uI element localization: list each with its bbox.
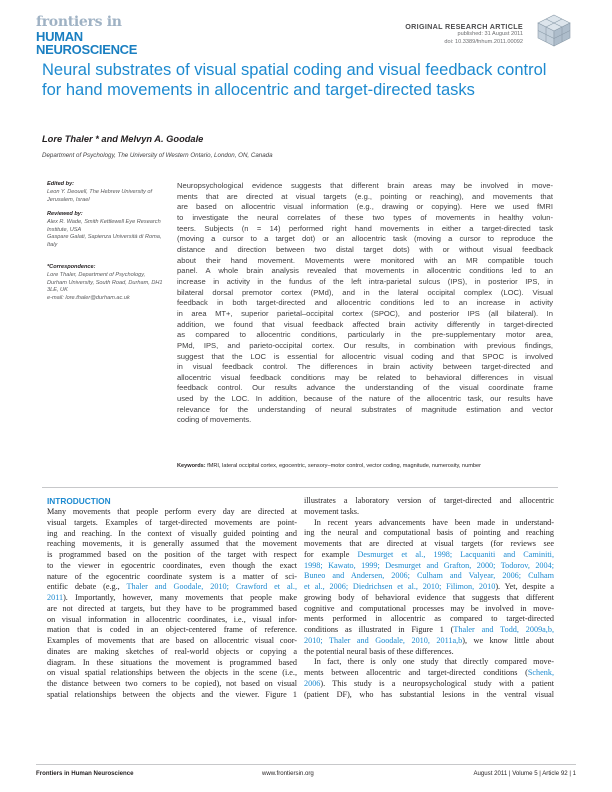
edited-by-text: Leon Y. Deouell, The Hebrew University of Jerusalem, Israel (47, 188, 153, 203)
abstract-line: to investigate the neural correlates of these two types of movements in healthy volun- (177, 212, 553, 222)
body-line (304, 614, 554, 625)
body-line (47, 679, 297, 690)
body-line (304, 496, 554, 507)
body-line (47, 604, 297, 615)
body-text: ing and reaching. In the context of visually guided pointing and (47, 528, 297, 538)
body-text: illustrates a laboratory version of target-directed and allocentric (304, 496, 554, 505)
body-line (47, 507, 297, 518)
body-text: ). Importantly, however, many movements that people make (63, 593, 297, 602)
body-line (47, 539, 297, 550)
body-text: for example (304, 549, 358, 559)
body-line (47, 529, 297, 540)
abstract-line: teers. Subjects (n = 14) performed right hand movements in either a target-directed task (177, 223, 553, 233)
body-text: nature of the egocentric coordinate system is a matter of sci- (47, 571, 297, 581)
body-line (47, 668, 297, 679)
keywords-label: Keywords: (177, 463, 206, 469)
section-divider (42, 487, 558, 488)
body-text: entific debate (e.g., (47, 582, 127, 592)
body-column-left (47, 507, 297, 701)
body-text: is programmed based on the position of the target with respect (47, 550, 297, 559)
body-line (304, 571, 554, 582)
abstract-line: in visual feedback control. The differences in brain activity between target-directed and (177, 362, 553, 372)
body-text: movements that are directed at visual targets (for reviews see (304, 539, 554, 548)
section-heading-introduction: INTRODUCTION (47, 496, 111, 506)
abstract-line: feedback control. Our results advance the understanding of the visual coordinate frame (177, 383, 553, 393)
body-text: are not directed at targets, but they have to be programmed based (47, 603, 297, 613)
body-line (47, 647, 297, 658)
citation-link[interactable]: 2010; Thaler and Goodale, 2010, 2011a,b (304, 635, 463, 645)
sidebar-correspondence (47, 264, 165, 303)
body-text: the potential neural basis of these differences. (304, 646, 454, 656)
body-text: diagram. In these situations the movement is programmed based (47, 657, 297, 667)
citation-link[interactable]: Schenk, (527, 668, 554, 677)
abstract-line: suggest that the LOC is essential for allocentric visual coding and that SPOC is involved (177, 351, 553, 361)
footer-rule (36, 764, 576, 765)
published-date: published: 31 August 2011 (457, 31, 523, 37)
citation-link[interactable]: 2011 (47, 593, 64, 602)
body-line (47, 615, 297, 626)
body-text: In recent years advancements have been made in understand- (314, 517, 554, 527)
abstract-line: PMd, IPS, and parieto-occipital cortex. Our results, in combination with previous findings, (177, 340, 553, 350)
abstract-line: panel. A whole brain analysis revealed that movements in allocentric conditions led to an (177, 266, 553, 276)
citation-link[interactable]: 1998; Kawato, 1999; Desmurget and Grafton, 2000; Todorov, 2004; (304, 560, 554, 570)
body-line (304, 690, 554, 701)
citation-link[interactable]: 2006 (304, 678, 321, 688)
body-line (47, 550, 297, 561)
citation-link[interactable]: Thaler and Todd, 2009a,b, (453, 625, 554, 634)
body-line (304, 561, 554, 572)
body-line (47, 572, 297, 583)
journal-name-line1: frontiers in (36, 14, 122, 30)
footer-url[interactable]: www.frontiersin.org (262, 770, 314, 777)
footer-journal: Frontiers in Human Neuroscience (36, 770, 134, 777)
keywords-text: fMRI, lateral occipital cortex, egocentric, sensory–motor control, vector coding, magnitude, numerosity, number (207, 463, 481, 469)
body-text: ), we know little about (462, 635, 554, 645)
body-text: spatial relationships between the objects and the viewer. Figure 1 (47, 689, 297, 699)
correspondence-email[interactable]: e-mail: lore.thaler@durham.ac.uk (47, 295, 130, 302)
body-line (304, 539, 554, 550)
abstract-line: coding of movements. (177, 415, 252, 425)
body-line (304, 518, 554, 529)
body-line (304, 604, 554, 615)
journal-logo (36, 15, 186, 56)
frontiers-cube-icon (533, 12, 575, 49)
body-line (304, 668, 554, 679)
citation-link[interactable]: Desmurget et al., 1998; Lacquaniti and Caminiti, (357, 549, 554, 559)
body-text: reaching movements, it is generally assumed that the movement (47, 539, 297, 549)
body-line (47, 561, 297, 572)
correspondence-text: Lore Thaler, Department of Psychology, Durham University, South Road, Durham, DH1 3LE, UK (47, 271, 163, 294)
body-text: ). Yet, despite a (495, 582, 554, 591)
abstract-line: bilateral dorsal premotor cortex (PMd), and in the lateral occipital complex (LOC). Visual (177, 287, 553, 297)
body-text: dinates are making sketches of real-world objects or copying a (47, 646, 297, 656)
citation-link[interactable]: Buneo and Andersen, 2006; Culham and Valyear, 2006; Culham (304, 571, 554, 581)
abstract-line: ments that are directed at visual targets (e.g., pointing or reaching), and movements that (177, 191, 553, 201)
body-text: conditions as illustrated in Figure 1 ( (304, 625, 454, 634)
body-column-right (304, 496, 554, 700)
reviewed-by-text-1: Alex R. Wade, Smith Kettlewell Eye Research Institute, USA (47, 218, 161, 233)
body-text: ments performed in allocentric as compared to target-directed (304, 614, 554, 624)
body-line (304, 507, 554, 518)
body-line (304, 625, 554, 636)
body-text: on visual information in allocentric coordinates, i.e., visual infor- (47, 614, 297, 624)
body-line (304, 679, 554, 690)
body-text: ing the neural and computational basis of pointing and reaching (304, 528, 554, 538)
body-text: on visual spatial relationships between the objects in the scene (i.e., (47, 668, 297, 678)
sidebar-edited (47, 181, 165, 204)
reviewed-by-text-2: Gaspare Galati, Sapienza Università di Roma, Italy (47, 234, 162, 249)
journal-name-line2: HUMAN NEUROSCIENCE (36, 29, 138, 57)
body-text: movement tasks. (304, 506, 360, 516)
body-text: In fact, there is only one study that directly compared move- (314, 657, 554, 667)
body-line (47, 658, 297, 669)
body-line (47, 593, 297, 604)
body-line (47, 582, 297, 593)
body-text: Many movements that people perform every day are directed at (47, 507, 297, 516)
body-text: Examples of movements that are based on allocentric visual coor- (47, 636, 297, 645)
abstract-line: Neuropsychological evidence suggests that different brain areas may be involved in move- (177, 181, 553, 190)
body-line (47, 690, 297, 701)
body-line (304, 636, 554, 647)
abstract-line: increase in activity in the fundus of the left intra-parietal sulcus (IPS), in posterior IPS, in (177, 276, 553, 286)
body-text: the distance between two corners to be copied), not based on visual (47, 679, 297, 688)
abstract-line: addition, we found that visual feedback affected brain activity differently in target-directed (177, 319, 553, 329)
abstract-line: used by the LOC. In addition, because of the nature of the allocentric task, our results have (177, 394, 553, 404)
body-text: cognitive and computational processes may be involved in move- (304, 603, 554, 613)
body-text: visual targets. Examples of target-directed movements are point- (47, 517, 297, 527)
body-line (304, 528, 554, 539)
body-text: growing body of behavioral evidence that suggests that different (304, 592, 554, 602)
edited-by-label: Edited by: (47, 181, 75, 187)
abstract-line: in area MT+, superior parietal–occipital cortex (SPOC), and posterior IPS (all bilateral). In (177, 308, 553, 318)
abstract (177, 181, 553, 426)
article-type: ORIGINAL RESEARCH ARTICLE (405, 22, 523, 31)
keywords (177, 462, 553, 470)
doi[interactable]: doi: 10.3389/fnhum.2011.00092 (444, 39, 523, 45)
abstract-line: (moving a cursor to a target dot) or an allocentric task (moving a cursor to reproduce the (177, 234, 553, 244)
footer-issue: August 2011 | Volume 5 | Article 92 | 1 (473, 770, 576, 777)
body-text: (patient DF), who has substantial lesions in the ventral visual (304, 689, 554, 699)
body-line (304, 647, 554, 658)
authors: Lore Thaler * and Melvyn A. Goodale (42, 134, 204, 144)
body-text: ments between allocentric and target-directed conditions ( (304, 668, 528, 677)
citation-link[interactable]: et al., 2006; Diedrichsen et al., 2010; Filimon, 2010 (304, 582, 496, 591)
reviewed-by-label: Reviewed by: (47, 211, 83, 217)
abstract-line: as compared to allocentric conditions, particularly in the pre-supplementary motor area, (177, 330, 553, 340)
body-line (47, 518, 297, 529)
body-text: to the viewer in egocentric coordinates, even though the exact (47, 560, 297, 570)
sidebar-reviewed (47, 211, 165, 250)
abstract-line: allocentric visual feedback conditions may be related to behavioral differences in visual (177, 372, 553, 382)
correspondence-label: *Correspondence: (47, 264, 96, 270)
abstract-line: are based on allocentric visual information (e.g., drawing or copying). Here we used fMRI (177, 202, 553, 212)
abstract-line: relevance for the understanding of neural substrates of magnitude estimation and vector (177, 404, 553, 414)
abstract-line: about their hand movement. Movements were monitored with an MR compatible touch (177, 255, 553, 265)
article-title: Neural substrates of visual spatial coding and visual feedback control for hand movements in allocentric and target-directed tasks (42, 61, 547, 99)
body-line (304, 593, 554, 604)
body-text: ). This study is a neuropsychological study with a patient (320, 678, 554, 688)
body-line (47, 625, 297, 636)
citation-link[interactable]: Thaler and Goodale, 2010; Crawford et al., (126, 582, 297, 592)
abstract-line: feedback in both target-directed and allocentric conditions led to an increase in activity (177, 298, 553, 308)
body-line (304, 582, 554, 593)
body-line (304, 657, 554, 668)
body-line (304, 550, 554, 561)
affiliation: Department of Psychology, The University of Western Ontario, London, ON, Canada (42, 152, 273, 159)
body-line (47, 636, 297, 647)
body-text: mation that is coded in an object-centered frame of reference. (47, 625, 297, 635)
abstract-line: distance and direction between two distal target dots) with or without visual feedback (177, 244, 553, 254)
